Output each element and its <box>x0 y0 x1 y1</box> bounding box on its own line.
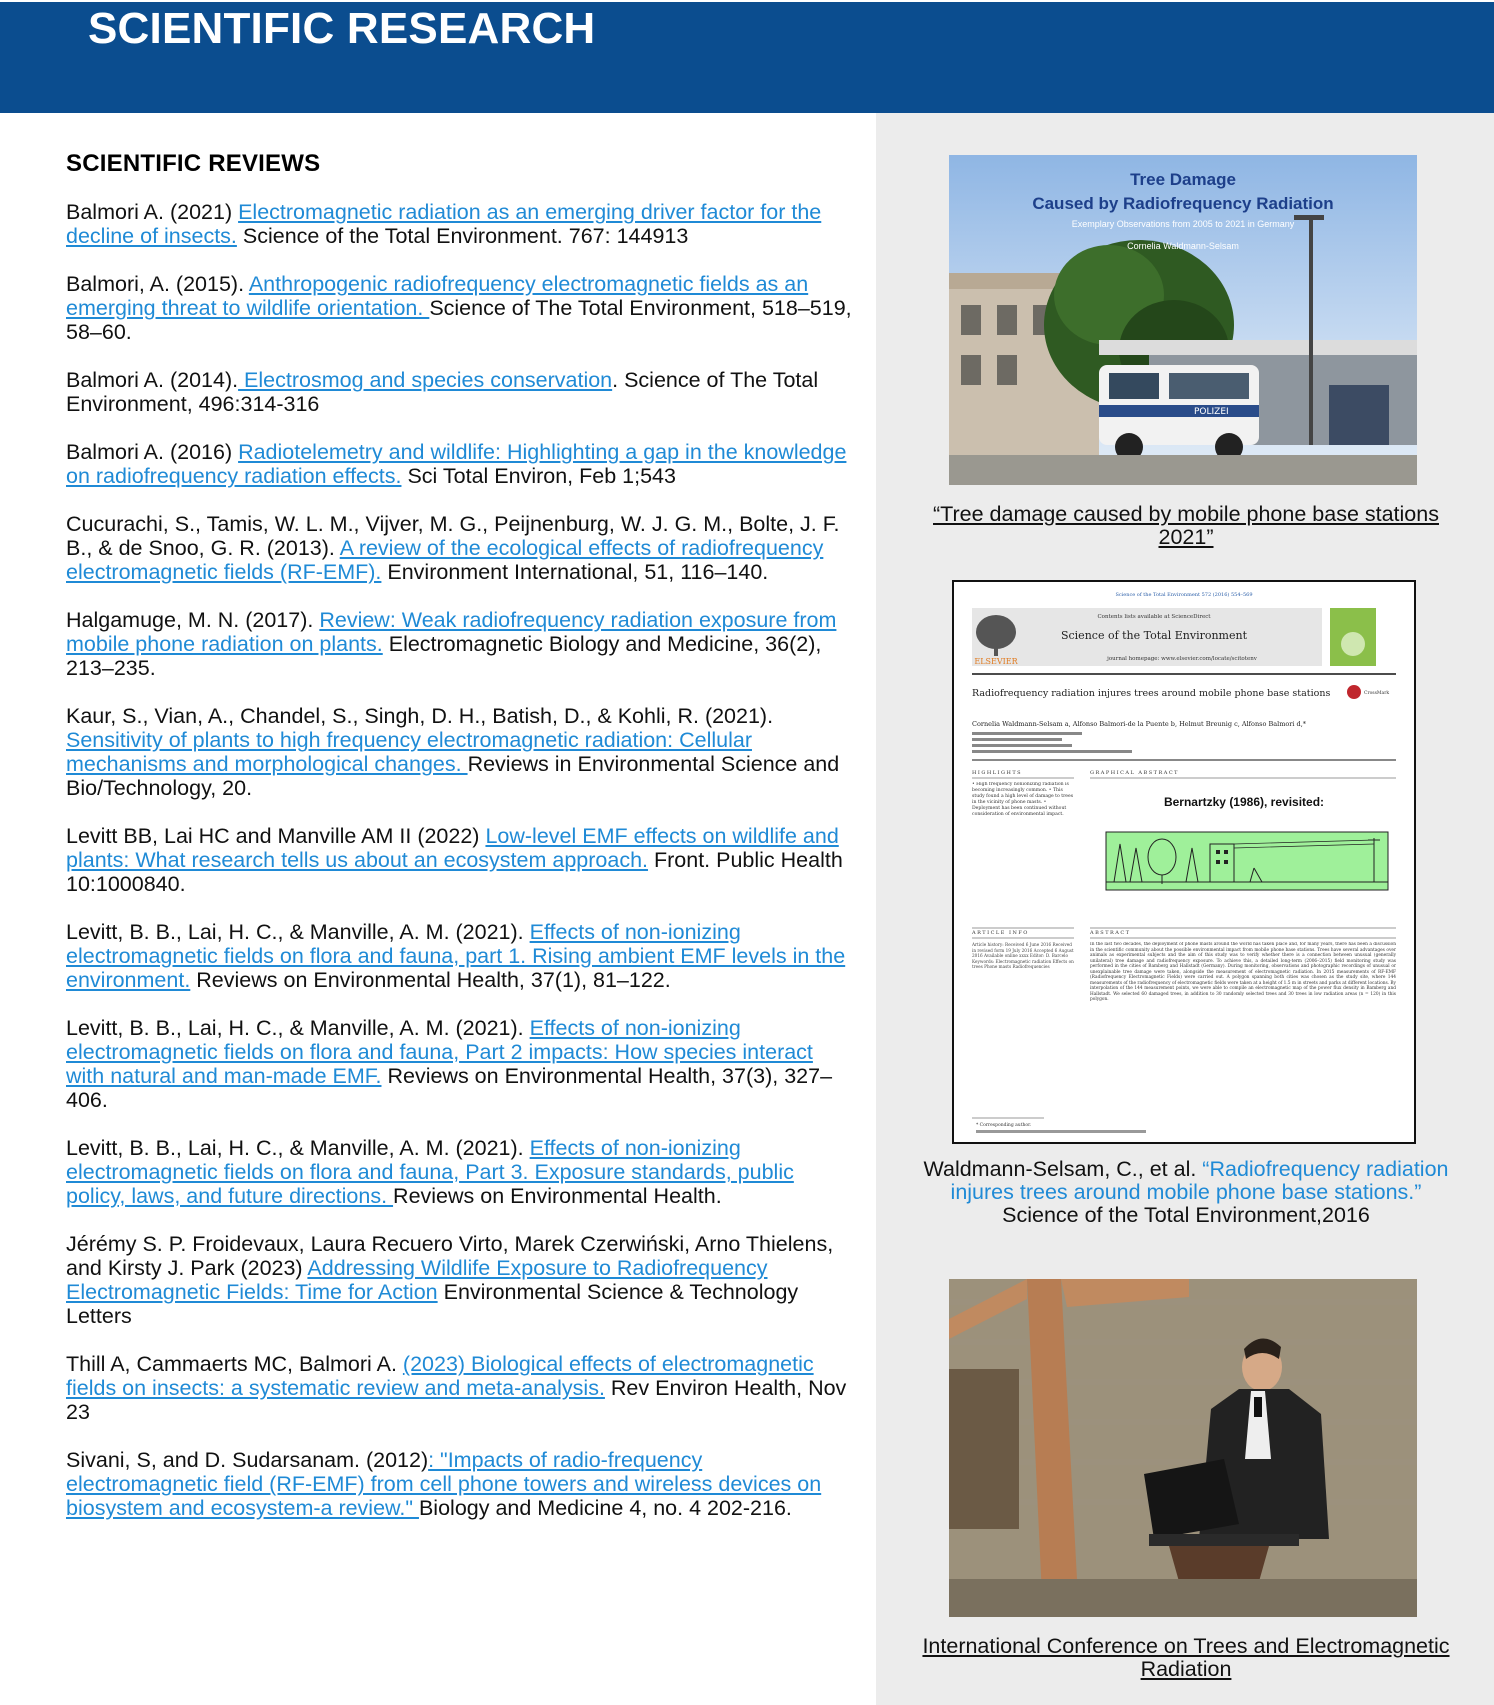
reference-source: Electromagnetic Biology and Medicine, 36(2), 213–235. <box>66 632 822 680</box>
paper-title <box>972 688 1330 699</box>
reference-source: Environmental Science & Technology Letters <box>66 1280 799 1328</box>
graphical-abstract-heading: GRAPHICAL ABSTRACT <box>1090 770 1179 776</box>
reference-citation: Levitt, B. B., Lai, H. C., & Manville, A. M. (2021). <box>66 1016 530 1040</box>
graphical-abstract-sketch <box>1106 832 1388 890</box>
paper-authors: Cornelia Waldmann-Selsam a, Alfonso Balmori-de la Puente b, Helmut Breunig c, Alfonso Balmori d,* <box>972 720 1307 728</box>
reference-link[interactable]: Review: Weak radiofrequency radiation exposure from mobile phone radiation on plants. <box>66 608 837 656</box>
reference-citation: Thill A, Cammaerts MC, Balmori A. <box>66 1352 403 1376</box>
paper-title-text: Radiofrequency radiation injures trees around mobile phone base stations <box>972 688 1331 699</box>
paper-preview-image[interactable] <box>952 580 1416 1144</box>
reference-source: Reviews in Environmental Science and Bio/Technology, 20. <box>66 752 840 800</box>
reference-citation: Balmori A. (2016) <box>66 440 239 464</box>
reference-link[interactable]: Addressing Wildlife Exposure to Radiofrequency Electromagnetic Fields: Time for Action <box>66 1256 768 1304</box>
reference-source: . Science of The Total Environment, 496:314-316 <box>66 368 819 416</box>
conference-caption-text[interactable]: International Conference on Trees and Electromagnetic Radiation <box>922 1634 1450 1681</box>
reference-item <box>66 1136 856 1208</box>
reference-citation: Levitt, B. B., Lai, H. C., & Manville, A. M. (2021). <box>66 1136 530 1160</box>
paper-homepage: journal homepage: www.elsevier.com/locate/scitotenv <box>1107 656 1257 662</box>
publisher-label: ELSEVIER <box>974 657 1018 666</box>
reference-source: Biology and Medicine 4, no. 4 202-216. <box>418 1496 792 1520</box>
reference-item <box>66 272 856 344</box>
reference-citation: Halgamuge, M. N. (2017). <box>66 608 320 632</box>
elsevier-logo <box>974 615 1018 666</box>
reference-link[interactable]: Low-level EMF effects on wildlife and plants: What research tells us about an ecosystem approach. <box>66 824 839 872</box>
reference-list <box>66 200 856 1520</box>
crossmark-label: CrossMark <box>1364 691 1390 696</box>
paper-caption-link[interactable]: “Radiofrequency radiation injures trees around mobile phone base stations.” <box>950 1157 1449 1204</box>
reference-item <box>66 704 856 800</box>
reference-source: Environment International, 51, 116–140. <box>381 560 769 584</box>
paper-contents: Contents lists available at ScienceDirect <box>1097 614 1211 620</box>
reference-link[interactable]: Effects of non-ionizing electromagnetic fields on flora and fauna, Part 3. Exposure standards, public policy, laws, and future directions. <box>66 1136 794 1208</box>
van-label: POLIZEI <box>1194 407 1229 417</box>
reference-item <box>66 368 856 416</box>
reference-item <box>66 824 856 896</box>
graphic-title: Bernartzky (1986), revisited: <box>1163 795 1325 809</box>
cover-author: Cornelia Waldmann-Selsam <box>1127 241 1239 251</box>
reference-item <box>66 200 856 248</box>
abstract-heading: ABSTRACT <box>1090 930 1131 936</box>
article-info-heading: ARTICLE INFO <box>972 930 1029 936</box>
reference-item <box>66 1448 856 1520</box>
reference-item <box>66 1016 856 1112</box>
reference-source: Front. Public Health 10:1000840. <box>66 848 843 896</box>
reference-link[interactable]: Sensitivity of plants to high frequency electromagnetic radiation: Cellular mechanisms and morphological changes. <box>66 728 752 776</box>
reference-item <box>66 1232 856 1328</box>
reference-source: Reviews on Environmental Health, 37(1), 81–122. <box>190 968 671 992</box>
tree-damage-caption[interactable] <box>916 503 1456 549</box>
reference-citation: Levitt, B. B., Lai, H. C., & Manville, A. M. (2021). <box>66 920 530 944</box>
reference-link[interactable]: : "Impacts of radio-frequency electromagnetic field (RF-EMF) from cell phone towers and wireless devices on biosystem and ecosystem-a review." <box>66 1448 822 1520</box>
reference-citation: Sivani, S, and D. Sudarsanam. (2012) <box>66 1448 429 1472</box>
reference-item <box>66 608 856 680</box>
paper-footnote: * Corresponding author. <box>976 1123 1032 1128</box>
reference-source: Sci Total Environ, Feb 1;543 <box>401 464 676 488</box>
reference-link[interactable]: Effects of non-ionizing electromagnetic fields on flora and fauna, Part 2 impacts: How species interact with natural and man-made EMF. <box>66 1016 813 1088</box>
reference-citation: Balmori A. (2021) <box>66 200 239 224</box>
highlights-heading: HIGHLIGHTS <box>972 770 1023 776</box>
paper-journal: Science of the Total Environment <box>1060 629 1248 642</box>
paper-caption <box>916 1158 1456 1227</box>
reviews-section <box>66 150 856 1544</box>
reference-source: Reviews on Environmental Health. <box>393 1184 722 1208</box>
reference-item <box>66 920 856 992</box>
conference-photo[interactable] <box>949 1279 1417 1617</box>
abstract-text: In the last two decades, the deployment of phone masts around the world has taken place and, for many years, there has been a discussion in the scientific community about the possible environmental impact from mobile phone base stations. Trees have several advantages over animals as experimental subjects and the aim of this study was to verify whether there is a connection between unusual (generally unilateral) tree damage and radiofrequency exposure. To achieve this, a detailed long-term (2006–2015) field monitoring study was performed in the cities of Bamberg and Hallstadt (Germany). During monitoring, observations and photographic recordings of unusual or unexplainable tree damage were taken, alongside the measurement of electromagnetic radiation. In 2015 measurements of RF-EMF (Radiofrequency Electromagnetic Fields) were carried out. A polygon spanning both cities was chosen as the study site, where 144 measurements of the radiofrequency of electromagnetic fields were taken at a height of 1.5 m in streets and parks at different locations. By interpolation of the 144 measurement points, we were able to compile an electromagnetic map of the power flux density in Bamberg and Hallstadt. We selected 60 damaged trees, in addition to 30 randomly selected trees and 30 trees in low radiation areas (n = 120) in this polygon. <box>1090 942 1396 1002</box>
reference-link[interactable]: Anthropogenic radiofrequency electromagnetic fields as an emerging threat to wildlife orientation. <box>66 272 809 320</box>
reference-link[interactable]: A review of the ecological effects of radiofrequency electromagnetic fields (RF-EMF). <box>66 536 824 584</box>
reference-link[interactable]: Electromagnetic radiation as an emerging driver factor for the decline of insects. <box>66 200 822 248</box>
tree-damage-cover-image[interactable] <box>949 155 1417 485</box>
paper-caption-authors: Waldmann-Selsam, C., et al. <box>923 1157 1203 1181</box>
reference-citation: Balmori, A. (2015). <box>66 272 249 296</box>
highlights-text: • High frequency nonionizing radiation is becoming increasingly common. • This study found a high level of damage to trees in the vicinity of phone masts. • Deployment has been continued without consideration of environmental impact. <box>972 782 1074 817</box>
page-header <box>0 0 1494 113</box>
cover-title-2: Caused by Radiofrequency Radiation <box>1032 194 1334 213</box>
reference-link[interactable]: Effects of non-ionizing electromagnetic fields on flora and fauna, part 1. Rising ambient EMF levels in the environment. <box>66 920 846 992</box>
reference-citation: Jérémy S. P. Froidevaux, Laura Recuero Virto, Marek Czerwiński, Arno Thielens, and Kirsty J. Park (2023) <box>66 1232 834 1280</box>
tree-damage-caption-text[interactable]: “Tree damage caused by mobile phone base stations 2021” <box>933 502 1439 549</box>
reference-source: Rev Environ Health, Nov 23 <box>66 1376 847 1424</box>
reference-citation: Cucurachi, S., Tamis, W. L. M., Vijver, M. G., Peijnenburg, W. J. G. M., Bolte, J. F. B., & de Snoo, G. R. (2013). <box>66 512 840 560</box>
reference-link[interactable]: Radiotelemetry and wildlife: Highlighting a gap in the knowledge on radiofrequency radiation effects. <box>66 440 847 488</box>
reference-item <box>66 1352 856 1424</box>
reference-source: Reviews on Environmental Health, 37(3), 327–406. <box>66 1064 833 1112</box>
cover-title-1: Tree Damage <box>1130 170 1236 189</box>
reference-link[interactable]: (2023) Biological effects of electromagnetic fields on insects: a systematic review and meta-analysis. <box>66 1352 814 1400</box>
cover-subtitle: Exemplary Observations from 2005 to 2021 in Germany <box>1071 219 1295 229</box>
reference-link[interactable]: Electrosmog and species conservation <box>238 368 613 392</box>
page-title: SCIENTIFIC RESEARCH <box>88 4 596 53</box>
paper-journal-line: Science of the Total Environment 572 (2016) 554–569 <box>1115 592 1253 598</box>
reference-citation: Balmori A. (2014). <box>66 368 239 392</box>
paper-caption-source: Science of the Total Environment,2016 <box>1002 1203 1370 1227</box>
reference-source: Science of The Total Environment, 518–519, 58–60. <box>66 296 852 344</box>
reference-item <box>66 440 856 488</box>
reference-item <box>66 512 856 584</box>
article-info-text: Article history: Received 6 June 2016 Received in revised form 19 July 2016 Accepted 6 August 2016 Available online xxxx Editor: D. Barcelo Keywords: Electromagnetic radiation Effects on trees Phone masts Radiofrequencies <box>972 942 1074 970</box>
reference-citation: Levitt BB, Lai HC and Manville AM II (2022) <box>66 824 486 848</box>
reference-source: Science of the Total Environment. 767: 144913 <box>236 224 689 248</box>
section-title: SCIENTIFIC REVIEWS <box>66 150 321 177</box>
conference-caption[interactable] <box>916 1635 1456 1681</box>
reference-citation: Kaur, S., Vian, A., Chandel, S., Singh, D. H., Batish, D., & Kohli, R. (2021). <box>66 704 774 728</box>
